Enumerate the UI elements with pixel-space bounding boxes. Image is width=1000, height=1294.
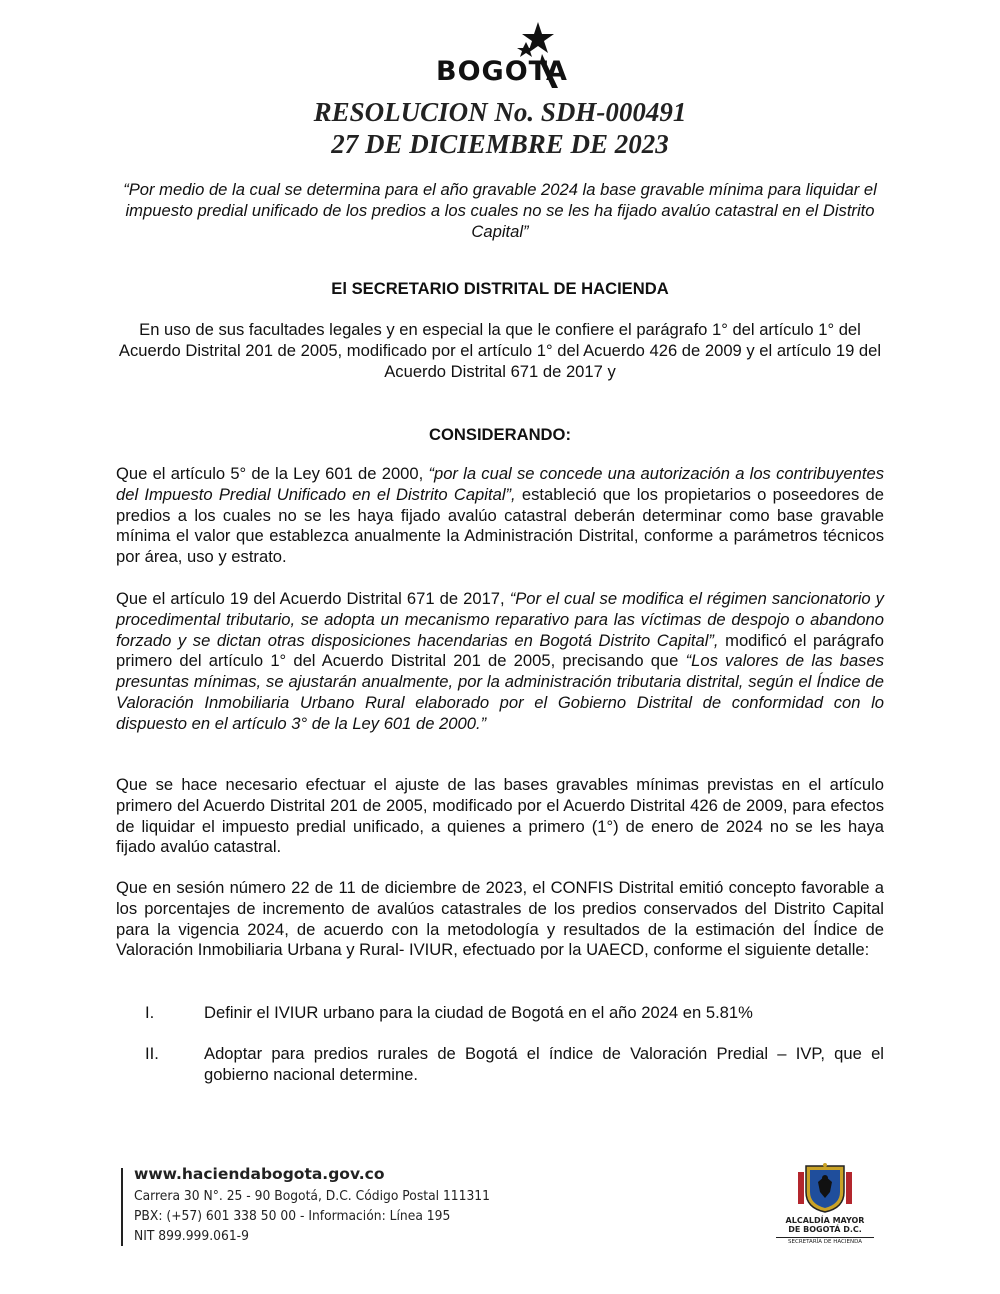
para1-text-a: Que el artículo 5° de la Ley 601 de 2000,: [116, 464, 429, 483]
para2-quote-1: “Por el cual se modifica el régimen sancionatorio y procedimental tributario, se adopta un mecanismo reparativo para las víctimas de despojo o abandono forzado y se dictan otras disposiciones hacendarias en Bogotá Distrito Capital”,: [116, 589, 884, 650]
bogota-logo: [430, 20, 580, 92]
considerando-paragraph-2: [116, 589, 884, 735]
considerando-paragraph-3: Que se hace necesario efectuar el ajuste de las bases gravables mínimas previstas en el artículo primero del Acuerdo Distrital 201 de 2005, modificado por el Acuerdo Distrital 426 de 2009, para efectos de liquidar el impuesto predial unificado, a quienes a primero (1°) de enero de 2024 no se les haya fijado avalúo catastral.: [116, 775, 884, 857]
seal-subtitle: SECRETARÍA DE HACIENDA: [776, 1237, 874, 1245]
footer-nit: NIT 899.999.061-9: [134, 1229, 249, 1244]
para2-text-c: modificó el parágrafo primero del artículo 1° del Acuerdo Distrital 201 de 2005, precisando que: [116, 630, 884, 671]
resolution-summary: “Por medio de la cual se determina para el año gravable 2024 la base gravable mínima para liquidar el impuesto predial unificado de los predios a los cuales no se les ha fijado avalúo catastral en el Distrito Capital”: [123, 180, 877, 241]
authority-heading: El SECRETARIO DISTRITAL DE HACIENDA: [331, 279, 669, 298]
seal-line-2: DE BOGOTÁ D.C.: [788, 1225, 862, 1234]
para2-quote-2: “Los valores de las bases presuntas mínimas, se ajustarán anualmente, por la administración tributaria distrital, según el Índice de Valoración Inmobiliaria Urbano Rural elaborado por el Gobierno Distrital de conformidad con lo dispuesto en el artículo 3° de la Ley 601 de 2000.”: [116, 651, 884, 733]
powers-paragraph: En uso de sus facultades legales y en especial la que le confiere el parágrafo 1° del artículo 1° del Acuerdo Distrital 201 de 2005, modificado por el artículo 1° del Acuerdo 426 de 2009 y el artículo 19 del Acuerdo Distrital 671 de 2017 y: [118, 320, 882, 381]
footer-address: Carrera 30 N°. 25 - 90 Bogotá, D.C. Código Postal 111311: [134, 1189, 490, 1204]
para1-text-c: estableció que los propietarios o poseedores de predios a los cuales no se les haya fijado avalúo catastral deberán determinar como base gravable mínima el valor que establezca anualmente la Administración Distrital, conforme a parámetros técnicos por área, uso y estrato.: [116, 484, 884, 567]
list-item-number: I.: [145, 1003, 155, 1022]
logo-text: BOGOTA: [436, 56, 568, 87]
resolution-date: 27 DE DICIEMBRE DE 2023: [331, 129, 669, 159]
para2-text-a: Que el artículo 19 del Acuerdo Distrital 671 de 2017,: [116, 589, 510, 608]
list-item-number: II.: [145, 1044, 159, 1063]
footer-phone: PBX: (+57) 601 338 50 00 - Información: Línea 195: [134, 1209, 451, 1224]
resolution-title: RESOLUCION No. SDH-000491: [313, 97, 687, 127]
para1-quote: “por la cual se concede una autorización a los contribuyentes del Impuesto Predial Unificado en el Distrito Capital”,: [116, 464, 884, 504]
list-item-text: Definir el IVIUR urbano para la ciudad de Bogotá en el año 2024 en 5.81%: [204, 1003, 753, 1022]
considerando-heading: CONSIDERANDO:: [429, 425, 571, 444]
seal-line-1: ALCALDÍA MAYOR: [785, 1216, 865, 1225]
footer-divider: [121, 1168, 123, 1246]
considerando-paragraph-1: [116, 464, 884, 568]
considerando-paragraph-4: Que en sesión número 22 de 11 de diciembre de 2023, el CONFIS Distrital emitió concepto favorable a los porcentajes de incremento de avalúos catastrales de los predios conservados del Distrito Capital para la vigencia 2024, de acuerdo con la metodología y resultados de la estimación del Índice de Valoración Inmobiliaria Urbana y Rural- IVIUR, efectuado por la UAECD, conforme el siguiente detalle:: [116, 878, 884, 960]
footer-website: www.haciendabogota.gov.co: [134, 1165, 385, 1183]
list-item-text: Adoptar para predios rurales de Bogotá el índice de Valoración Predial – IVP, que el gobierno nacional determine.: [204, 1044, 884, 1084]
